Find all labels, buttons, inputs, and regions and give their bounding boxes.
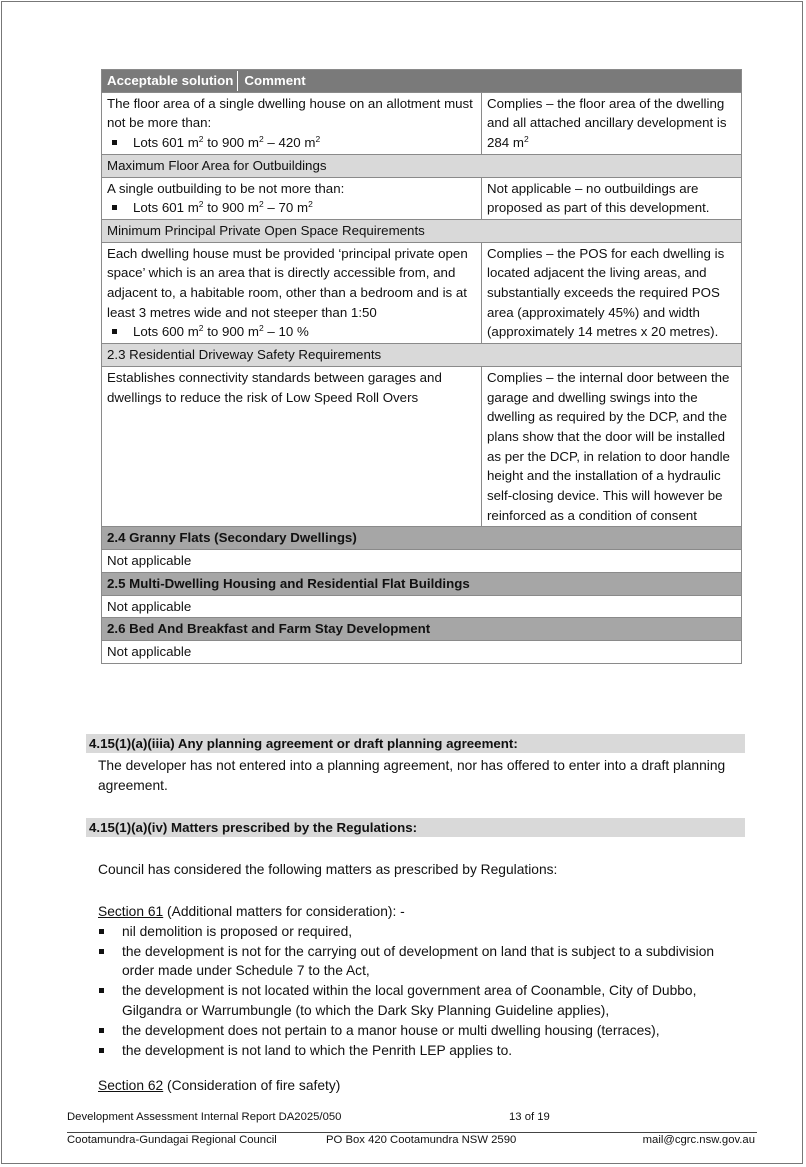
- regulations-intro: Council has considered the following matters as prescribed by Regulations:: [98, 862, 558, 877]
- table-subheading-row: [102, 154, 742, 177]
- solution-cell: Establishes connectivity standards between garages and dwellings to reduce the risk of Low Speed Roll Overs: [102, 366, 482, 527]
- table-row: [102, 242, 742, 344]
- solution-bullet: Lots 601 $m^2$ to 900 $m^2 - 420$ $m^2$: [107, 133, 476, 153]
- footer-email[interactable]: mail@cgrc.nsw.gov.au: [642, 1134, 755, 1146]
- solution-cell: [102, 92, 482, 154]
- table-row: [102, 366, 742, 527]
- list-item: the development is not located within the local government area of Coonamble, City of Dubbo, Gilgandra or Warrumbungle (to which the Dark Sky Planning Guideline applies),: [96, 981, 738, 1021]
- section-heading: 2.4 Granny Flats (Secondary Dwellings): [102, 527, 742, 550]
- solution-text: A single outbuilding to be not more than:: [107, 180, 345, 196]
- solution-cell: [102, 177, 482, 219]
- comment-cell: Not applicable – no outbuildings are proposed as part of this development.: [482, 177, 742, 219]
- header-comment: Comment: [237, 71, 305, 91]
- solution-bullet: Lots 600 $m^2$ to 900 $m^2 - 10$ %: [107, 322, 476, 342]
- table-section-row: [102, 618, 742, 641]
- subheading: Minimum Principal Private Open Space Requirements: [102, 219, 742, 242]
- value-cell: Not applicable: [102, 595, 742, 618]
- table-section-row: [102, 572, 742, 595]
- list-item: nil demolition is proposed or required,: [96, 922, 738, 942]
- section-61-link[interactable]: Section 61: [98, 904, 164, 919]
- section-61-list: [96, 922, 738, 1061]
- section-heading: 2.6 Bed And Breakfast and Farm Stay Development: [102, 618, 742, 641]
- list-item: the development is not land to which the Penrith LEP applies to.: [96, 1041, 738, 1061]
- section-62-line: [98, 1076, 738, 1096]
- subheading: 2.3 Residential Driveway Safety Requirements: [102, 344, 742, 367]
- footer-report: Development Assessment Internal Report DA2025/050: [67, 1111, 342, 1123]
- table-row: [102, 177, 742, 219]
- value-cell: Not applicable: [102, 640, 742, 663]
- solution-text: The floor area of a single dwelling house on an allotment must not be more than:: [107, 95, 473, 131]
- section-61-line: [98, 902, 738, 922]
- comment-cell: Complies – the internal door between the garage and dwelling swings into the dwelling as required by the DCP, and the plans show that the door will be installed as per the DCP, in relation to door handle height and the installation of a hydraulic self-closing device. This will however be reinforced as a condition of consent: [482, 366, 742, 527]
- table-row: [102, 550, 742, 573]
- table-row: [102, 92, 742, 154]
- table-subheading-row: [102, 344, 742, 367]
- regulations-heading: 4.15(1)(a)(iv) Matters prescribed by the Regulations:: [86, 818, 745, 837]
- solution-bullet: Lots 601 $m^2$ to 900 $m^2 - 70$ $m^2$: [107, 198, 476, 218]
- list-item: the development is not for the carrying out of development on land that is subject to a subdivision order made under Schedule 7 to the Act,: [96, 942, 738, 982]
- header-acceptable-solution: Acceptable solution: [107, 73, 234, 88]
- comment-cell: Complies – the floor area of the dwelling and all attached ancillary development is 284 $m^2$: [482, 92, 742, 154]
- table-header-row: [102, 70, 742, 93]
- section-62-desc: (Consideration of fire safety): [163, 1078, 341, 1093]
- footer-bottom: [67, 1133, 757, 1147]
- footer-address: PO Box 420 Cootamundra NSW 2590: [326, 1134, 517, 1146]
- subheading: Maximum Floor Area for Outbuildings: [102, 154, 742, 177]
- section-61-desc: (Additional matters for consideration): -: [163, 904, 405, 919]
- list-item: the development does not pertain to a manor house or multi dwelling housing (terraces),: [96, 1021, 738, 1041]
- assessment-table: [101, 69, 742, 664]
- solution-text: Each dwelling house must be provided ‘principal private open space’ which is an area that is directly accessible from, and adjacent to, a habitable room, other than a bedroom and is at least 3 metres wide and not steeper than 1:50: [107, 245, 468, 320]
- section-62-link[interactable]: Section 62: [98, 1078, 164, 1093]
- planning-agreement-text: The developer has not entered into a planning agreement, nor has offered to enter into a draft planning agreement.: [98, 758, 726, 793]
- section-heading: 2.5 Multi-Dwelling Housing and Residential Flat Buildings: [102, 572, 742, 595]
- footer-council: Cootamundra-Gundagai Regional Council: [67, 1134, 277, 1146]
- value-cell: Not applicable: [102, 550, 742, 573]
- footer-page-number: 13 of 19: [509, 1111, 550, 1123]
- section-61-block: [98, 902, 738, 1060]
- table-row: [102, 595, 742, 618]
- planning-agreement-heading: 4.15(1)(a)(iiia) Any planning agreement or draft planning agreement:: [86, 734, 745, 753]
- table-header: [102, 70, 742, 93]
- table-subheading-row: [102, 219, 742, 242]
- comment-cell: Complies – the POS for each dwelling is located adjacent the living areas, and substantially exceeds the required POS area (approximately 45%) and width (approximately 14 metres x 20 metres).: [482, 242, 742, 344]
- solution-cell: [102, 242, 482, 344]
- footer-top: [67, 1110, 757, 1124]
- table-row: [102, 640, 742, 663]
- table-section-row: [102, 527, 742, 550]
